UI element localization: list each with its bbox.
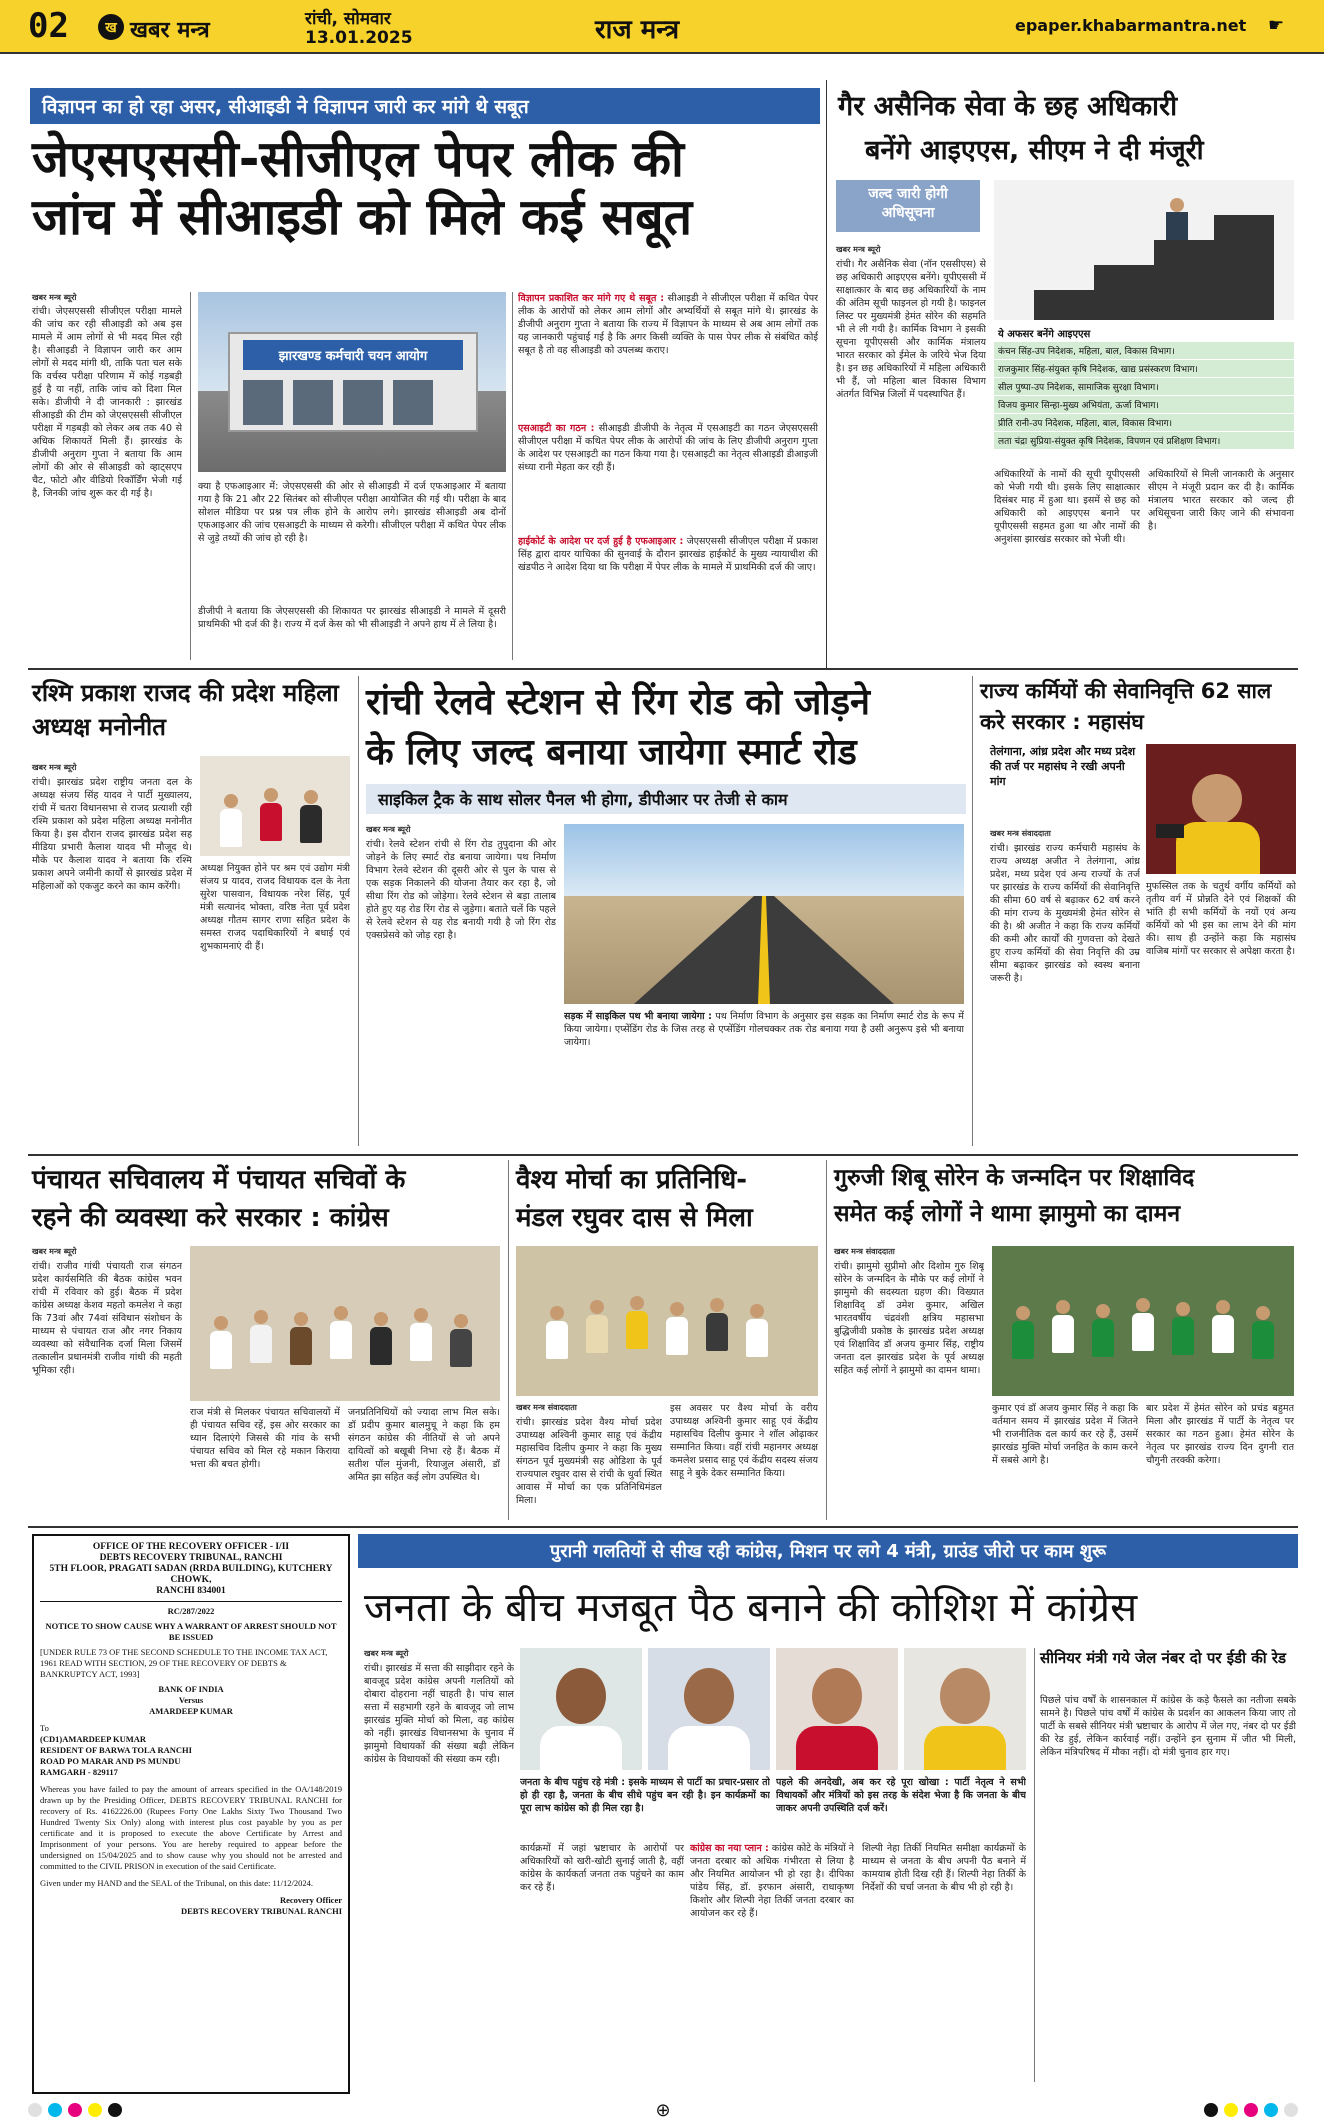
ias-list-item: विजय कुमार सिन्हा-मुख्य अभियंता, ऊर्जा विभाग। xyxy=(994,396,1294,414)
congress-strip: पुरानी गलतियों से सीख रही कांग्रेस, मिशन पर लगे 4 मंत्री, ग्राउंड जीरो पर काम शुरू xyxy=(358,1534,1298,1568)
minister-portrait-1 xyxy=(520,1648,642,1770)
rail-headline-1: रांची रेलवे स्टेशन से रिंग रोड को जोड़ने xyxy=(366,682,870,723)
lead-col-5 xyxy=(518,422,818,532)
minister-portrait-4 xyxy=(904,1648,1026,1770)
lead-col-5-text: सीआइडी डीजीपी के नेतृत्व में एसआइटी का गठन जेएसएससी सीजीएल परीक्षा में कथित पेपर लीक के आरोपों की जांच के लिए डीजीपी अनुराग गुप्ता के आदेश पर एसआइटी का गठन किया गया है। एसआइटी का नेतृत्व सीआइडी डीआइजी संध्या रानी मेहता कर रही हैं। xyxy=(518,423,818,473)
jmm-col-2: कुमार एवं डॉ अजय कुमार सिंह ने कहा कि वर्तमान समय में झारखंड प्रदेश में जितने भी राजनीतिक दल कार्य कर रहे हैं, उसमें झारखंड मुक्ति मोर्चा जनहित के काम करने में सबसे आगे है। xyxy=(992,1403,1138,1466)
rail-headline-2: के लिए जल्द बनाया जायेगा स्मार्ट रोड xyxy=(366,732,857,773)
notice-rule: [UNDER RULE 73 OF THE SECOND SCHEDULE TO THE INCOME TAX ACT, 1961 READ WITH SECTION, 29 OF THE RECOVERY OF DEBTS & BANKRUPTCY ACT, 1993] xyxy=(40,1647,328,1679)
pension-byline: खबर मन्त्र संवाददाता xyxy=(990,829,1051,838)
congress-col-4: शिल्पी नेहा तिर्की नियमित समीक्षा कार्यक्रमों के माध्यम से जनता के बीच अपनी पैठ बनाने में कामयाब होती दिख रही हैं। शिल्पी नेहा तिर्की के निर्देशों की चर्चा जनता के बीच भी हो रही है। xyxy=(862,1843,1026,1893)
lead-col-2: क्या है एफआइआर में: जेएसएससी की ओर से सीआइडी में दर्ज एफआइआर में बताया गया है कि 21 और 22 सितंबर को सीजीएल परीक्षा आयोजित की गई थी। परीक्षा के बाद सोशल मीडिया पर प्रश्न पत्र लीक होने के आरोप लगे। झारखंड सीआइडी अब दोनों एफआइआर की जांच एसआइटी के माध्यम से करेगी। सीजीएल परीक्षा में कथित पेपर लीक से जुड़े तथ्यों की जांच हो रही है। xyxy=(198,481,506,544)
pension-speaker-photo xyxy=(1146,744,1296,874)
congress-col-3-text: कांग्रेस कोटे के मंत्रियों ने जनता दरबार को अधिक गंभीरता से लिया है और नियमित आयोजन भी हो रहा है। दीपिका पांडेय सिंह, डॉ. इरफान अंसारी, राधाकृष्ण किशोर और शिल्पी नेहा तिर्की जनता दरबार का आयोजन कर रहे हैं। xyxy=(690,1843,854,1919)
notice-rc-number: RC/287/2022 xyxy=(167,1606,215,1616)
lead-col-3: डीजीपी ने बताया कि जेएसएससी की शिकायत पर झारखंड सीआइडी ने मामले में दूसरी प्राथमिकी भी दर्ज की है। राज्य में दर्ज केस को भी सीआइडी ने अपने हाथ में ले लिया है। xyxy=(198,606,506,630)
notice-address-line: ROAD PO MARAR AND PS MUNDU xyxy=(40,1756,181,1766)
congress-side-col: पिछले पांच वर्षों के शासनकाल में कांग्रेस के कड़े फैसले का नतीजा सबके सामने है। पिछले पांच वर्षों में कांग्रेस के प्रदर्शन का आकलन किया जाए तो पार्टी के सबसे सीनियर मंत्री भ्रष्टाचार के आरोप में जेल गए, नंबर दो पर ईडी की रेड हुई, लेकिन कार्रवाई नहीं। उन्होंने इन सुनाम में जीत भी मिली, लेकिन मंत्रिपरिषद में मौका नहीं। दो मंत्री चुनाव हार गए। xyxy=(1040,1695,1296,1758)
rashmi-col-2: अध्यक्ष नियुक्त होने पर श्रम एवं उद्योग मंत्री संजय प्र यादव, राजद विधायक दल के नेता सुरेश पासवान, विधायक नरेश सिंह, पूर्व मंत्री सत्यानंद भोक्ता, वरिष्ठ नेता पूर्व प्रदेश अध्यक्ष गौतम सागर राणा सहित प्रदेश के समस्त राजद पदाधिकारियों ने बधाई एवं शुभकामनाएं दी हैं। xyxy=(200,863,350,952)
lead-col-5-lead: एसआइटी का गठन : xyxy=(518,423,595,434)
dateline-date: 13.01.2025 xyxy=(305,28,413,48)
lead-col-4-text: सीआइडी ने सीजीएल परीक्षा में कथित पेपर लीक के आरोपों को लेकर आम लोगों और अभ्यर्थियों से सबूत मांगे थे। झारखंड के डीजीपी अनुराग गुप्ता ने बताया कि राज्य में विज्ञापन के माध्यम से अब आम लोगों तक यह जानकारी पहुंचाई गई है कि अगर किसी व्यक्ति के पास पेपर लीक से संबंधित कोई सबूत है तो वह सीआइडी को उपलब्ध कराए। xyxy=(518,293,818,356)
notice-to: To xyxy=(40,1723,49,1733)
notice-signature: DEBTS RECOVERY TRIBUNAL RANCHI xyxy=(181,1906,342,1916)
lead-col-4-lead: विज्ञापन प्रकाशित कर मांगे गए थे सबूत : xyxy=(518,293,665,304)
ias-list-title: ये अफसर बनेंगे आइएएस xyxy=(994,324,1294,342)
notice-address-line: (CD1)AMARDEEP KUMAR xyxy=(40,1734,147,1744)
lead-headline-1: जेएसएससी-सीजीएल पेपर लीक की xyxy=(32,130,684,188)
ias-col-3: अधिकारियों से मिली जानकारी के अनुसार सीएम ने मंजूरी प्रदान कर दी है। कार्मिक मंत्रालय भारत सरकार को जल्द ही अधिसूचना जारी किए जाने की संभावना है। xyxy=(1148,469,1294,532)
jmm-headline-1: गुरुजी शिबू सोरेन के जन्मदिन पर शिक्षाविद xyxy=(834,1165,1195,1191)
panchayat-col-3: जनप्रतिनिधियों को ज्यादा लाभ मिल सके। डॉ प्रदीप कुमार बालमुचू ने कहा कि हम संगठन कांग्रेस की नीतियों से जो अपने दायित्वों को बखूबी निभा रहे हैं। बैठक में सतीश पॉल मुंजनी, रियाजुल अंसारी, डॉ अमित झा सहित कई लोग उपस्थित थे। xyxy=(348,1407,500,1483)
notice-address-line: RAMGARH - 829117 xyxy=(40,1767,118,1777)
panchayat-meeting-photo xyxy=(190,1246,500,1401)
ias-list-item: कंचन सिंह-उप निदेशक, महिला, बाल, विकास विभाग। xyxy=(994,342,1294,360)
notice-party: Versus xyxy=(178,1695,204,1705)
rashmi-photo xyxy=(200,756,350,856)
lead-kicker: विज्ञापन का हो रहा असर, सीआइडी ने विज्ञापन जारी कर मांगे थे सबूत xyxy=(30,88,820,124)
pension-col-1: रांची। झारखंड राज्य कर्मचारी महासंघ के राज्य अध्यक्ष अजीत ने तेलंगाना, आंध्र प्रदेश, मध्य प्रदेश एवं अन्य राज्यों के तर्ज पर झारखंड के राज्य कर्मियों की सेवानिवृत्ति की सीमा 60 वर्ष से बढ़ाकर 62 वर्ष करने की मांग राज्य के मुख्यमंत्री हेमंत सोरेन से की है। श्री अजीत ने कहा कि राज्य कर्मियों की कमी और कार्यों की गुणवत्ता को देखते हुए राज्य कर्मियों की सेवा निवृत्ति की उम्र सीमा बढ़ाकर झारखंड को स्वस्थ बनाना जरूरी है। xyxy=(990,843,1140,984)
congress-col-3-lead: कांग्रेस का नया प्लान : xyxy=(690,1843,769,1854)
jmm-group-photo xyxy=(992,1246,1294,1396)
ias-headline-2: बनेंगे आइएएस, सीएम ने दी मंजूरी xyxy=(865,135,1204,166)
notice-line: DEBTS RECOVERY TRIBUNAL, RANCHI xyxy=(99,1553,283,1563)
ias-list-item: सील पुष्पा-उप निदेशक, सामाजिक सुरक्षा विभाग। xyxy=(994,378,1294,396)
notice-given: Given under my HAND and the SEAL of the Tribunal, on this date: 11/12/2024. xyxy=(40,1878,313,1888)
lead-headline-2: जांच में सीआइडी को मिले कई सबूत xyxy=(32,188,693,246)
ias-list-item: राजकुमार सिंह-संयुक्त कृषि निदेशक, खाद्य प्रसंस्करण विभाग। xyxy=(994,360,1294,378)
congress-headline: जनता के बीच मजबूत पैठ बनाने की कोशिश में कांग्रेस xyxy=(364,1585,1138,1631)
rashmi-headline: रश्मि प्रकाश राजद की प्रदेश महिला अध्यक्ष मनोनीत xyxy=(32,679,339,741)
building-sign: झारखण्ड कर्मचारी चयन आयोग xyxy=(243,340,463,370)
ias-subhead-1: जल्द जारी होगी xyxy=(868,186,948,202)
color-registration-bar xyxy=(28,2100,1298,2120)
notice-party: BANK OF INDIA xyxy=(158,1684,224,1694)
ias-col-2: अधिकारियों के नामों की सूची यूपीएससी को भेजी गयी थी। इसके लिए साक्षात्कार दिसंबर माह में हुआ था। इसमें से छह को अधिकारी को आइएएस बनाने पर यूपीएससी सहमत हुआ था और नामों की अनुशंसा झारखंड सरकार को भेजी थी। xyxy=(994,469,1140,545)
congress-col-2: कार्यक्रमों में जहां भ्रष्टाचार के आरोपों पर अधिकारियों को खरी-खोटी सुनाई जाती है, वहीं कांग्रेस के कार्यकर्ता जनता तक पहुंचने का काम कर रहे हैं। xyxy=(520,1843,684,1893)
jmm-col-3: बार प्रदेश में हेमंत सोरेन को प्रचंड बहुमत मिला और झारखंड में पार्टी के नेतृत्व पर सरकार का गठन हुआ। हेमंत सोरेन के नेतृत्व पर झारखंड राज्य दिन दुगनी रात चौगुनी तरक्की करेगा। xyxy=(1146,1403,1294,1466)
ias-stairs-illustration xyxy=(994,180,1294,320)
notice-signature: Recovery Officer xyxy=(279,1895,342,1905)
vaishya-headline-1: वैश्य मोर्चा का प्रतिनिधि- xyxy=(516,1165,747,1195)
panchayat-byline: खबर मन्त्र ब्यूरो xyxy=(32,1247,77,1256)
ias-list-box xyxy=(994,324,1294,454)
rashmi-col-1: रांची। झारखंड प्रदेश राष्ट्रीय जनता दल के अध्यक्ष संजय सिंह यादव ने पार्टी मुख्यालय, रांची में चतरा विधानसभा से राजद प्रत्याशी रही रश्मि प्रकाश को प्रदेश महिला अध्यक्ष मनोनीत किया है। इस दौरान राजद झारखंड प्रदेश सह मीडिया प्रभारी कैलाश यादव भी मौजूद थे। मौके पर कैलाश यादव ने बताया कि रश्मि प्रकाश अपने जमीनी कार्यों से झारखंड प्रदेश में महिलाओं को एकजुट करने का काम करेंगी। xyxy=(32,777,192,892)
lead-col-4 xyxy=(518,292,818,417)
page-number: 02 xyxy=(28,6,69,46)
pension-headline: राज्य कर्मियों की सेवानिवृत्ति 62 साल करे सरकार : महासंघ xyxy=(980,679,1272,734)
rail-col-1: रांची। रेलवे स्टेशन रांची से रिंग रोड तुपुदाना की ओर जोड़ने के लिए स्मार्ट रोड बनाया जायेगा। पथ निर्माण विभाग रेलवे स्टेशन की दूसरी ओर से पुल के पास से एक सड़क निकालने की योजना तैयार कर रहा है, जो सीधा रिंग रोड को जोड़ेगा। रेलवे स्टेशन से बड़ा तालाब होते हुए यह रोड रिंग रोड से जुड़ेगा। बताते चलें कि पहले से रेलवे स्टेशन से यह रोड बनायी गयी है जो रिंग रोड एक्सप्रेसवे को जोड़ रहा है। xyxy=(366,839,556,941)
panchayat-col-2: राज मंत्री से मिलकर पंचायत सचिवालयों में ही पंचायत सचिव रहें, इस ओर सरकार का ध्यान दिलाएंगे जिससे की गांव के सभी पंचायत सचिव को मिल रहे मकान किराया भत्ता की बचत होगी। xyxy=(190,1407,340,1470)
vaishya-byline: खबर मन्त्र संवाददाता xyxy=(516,1403,577,1412)
panchayat-col-1: रांची। राजीव गांधी पंचायती राज संगठन प्रदेश कार्यसमिति की बैठक कांग्रेस भवन रांची में रविवार को हुई। बैठक में प्रदेश कांग्रेस अध्यक्ष केशव महतो कमलेश ने कहा कि 73वां और 74वां संविधान संशोधन के माध्यम से पंचायत राज और नगर निकाय व्यवस्था को संवैधानिक दर्जा मिला जिसमें तत्कालीन प्रधानमंत्री राजीव गांधी की महती भूमिका रही। xyxy=(32,1261,182,1376)
congress-caption-2: पहले की अनदेखी, अब कर रहे पूरा खोखा : पार्टी नेतृत्व ने सभी विधायकों और मंत्रियों को इस तरह के संदेश भेजा है कि जनता के बीच जाकर अपनी उपस्थिति दर्ज करें। xyxy=(776,1777,1026,1814)
rail-col-2-text: पथ निर्माण विभाग के अनुसार इस सड़क का निर्माण स्मार्ट रोड के रूप में किया जायेगा। एप्सेंडिंग रोड के जिस तरह से एप्सेंडिंग गोलचक्कर तक रोड बनाया गया है उसी अनुरूप इसे भी बनाया जायेगा। xyxy=(564,1011,964,1048)
rail-col-2-lead: सड़क में साइकिल पथ भी बनाया जायेगा : xyxy=(564,1011,712,1022)
lead-byline: खबर मन्त्र ब्यूरो xyxy=(32,293,77,302)
congress-col-1: रांची। झारखंड में सत्ता की साझीदार रहने के बावजूद प्रदेश कांग्रेस अपनी गलतियों को दोबारा दोहराना नहीं चाहती है। पांच साल सत्ता में सहभागी रहने के बावजूद जो लाभ झारखंड मुक्ति मोर्चा को मिला, वह कांग्रेस को नहीं। झारखंड विधानसभा के चुनाव में झामुमो विधायकों की संख्या बढ़ी लेकिन कांग्रेस के विधायकों की संख्या कम रही। xyxy=(364,1663,514,1765)
minister-portrait-2 xyxy=(648,1648,770,1770)
panchayat-headline-2: रहने की व्यवस्था करे सरकार : कांग्रेस xyxy=(32,1203,389,1233)
pointer-hand-icon: ☛ xyxy=(1268,15,1285,36)
jssc-building-photo xyxy=(198,292,506,472)
epaper-link[interactable]: epaper.khabarmantra.net xyxy=(1015,16,1247,35)
crosshair-register-icon: ⊕ xyxy=(655,2099,671,2121)
vaishya-col-1: रांची। झारखंड प्रदेश वैश्य मोर्चा प्रदेश उपाध्यक्ष अश्विनी कुमार साहू एवं केंद्रीय महासचिव दिलीप कुमार ने कहा कि मुख्य संगठन पूर्व मुख्यमंत्री सह ओडिशा के पूर्व राज्यपाल रघुवर दास से रांची के धुर्वा स्थित आवास में मोर्चा का एक प्रतिनिधिमंडल मिला। xyxy=(516,1417,662,1506)
panchayat-headline-1: पंचायत सचिवालय में पंचायत सचिवों के xyxy=(32,1165,406,1195)
minister-portrait-3 xyxy=(776,1648,898,1770)
section-title: राज मन्त्र xyxy=(595,15,680,45)
notice-line: RANCHI 834001 xyxy=(156,1586,226,1596)
notice-party: AMARDEEP KUMAR xyxy=(149,1706,233,1716)
ias-subhead-2: अधिसूचना xyxy=(881,205,935,221)
ias-headline-1: गैर असैनिक सेवा के छह अधिकारी xyxy=(838,91,1178,122)
vaishya-group-photo xyxy=(516,1246,818,1396)
ias-col-1: रांची। गैर असैनिक सेवा (नॉन एससीएस) से छह अधिकारी आइएएस बनेंगे। यूपीएससी में साक्षात्कार के बाद छह अधिकारियों के नाम की अंतिम सूची फाइनल हो गयी है। फाइनल लिस्ट पर मुख्यमंत्री हेमंत सोरेन की सहमति भी ले ली गयी है। कार्मिक विभाग ने इसकी सूचना यूपीएससी और कार्मिक मंत्रालय भारत सरकार को ईमेल के जरिये भेज दिया है। इन छह अधिकारियों में महिला अधिकारी भी हैं, जो महिला बाल विकास विभाग अंतर्गत विभिन्न जिलों में पदस्थापित हैं। xyxy=(836,259,986,400)
lead-col-1: रांची। जेएसएससी सीजीएल परीक्षा मामले की जांच कर रही सीआइडी को अब इस मामले में आम लोगों से भी मदद मिल रही है। सीआइडी ने विज्ञापन जारी कर आम लोगों से मदद मांगी थी, ताकि पता चल सके कि वर्चस्व परीक्षा परिणाम में कोई गड़बड़ी हुई है या नहीं, ताकि जांच को दिशा मिल सके। डीजीपी ने दी जानकारी : झारखंड सीआइडी की टीम को जेएसएससी सीजीएल परीक्षा में गड़बड़ी को लेकर अब तक 40 से अधिक शिकायतें मिली हैं। झारखंड के डीजीपी अनुराग गुप्ता ने बताया कि आम लोगों की ओर से सीआइडी को व्हाट्सएप चैट, फोटो और वीडियो रिकॉर्डिंग भेजी गई है, जिनकी जांच शुरू कर दी गई है। xyxy=(32,306,182,499)
vaishya-col-2: इस अवसर पर वैश्य मोर्चा के वरीय उपाध्यक्ष अश्विनी कुमार साहू एवं केंद्रीय महासचिव दिलीप कुमार ने शॉल ओढ़ाकर सम्मानित किया। वहीं रांची महानगर अध्यक्ष कमलेश प्रसाद साहू एवं केंद्रीय सदस्य संजय साहू ने बुके देकर सम्मानित किया। xyxy=(670,1403,818,1479)
rashmi-byline: खबर मन्त्र ब्यूरो xyxy=(32,763,77,772)
pension-subhead: तेलंगाना, आंध्र प्रदेश और मध्य प्रदेश की तर्ज पर महासंघ ने रखी अपनी मांग xyxy=(990,745,1136,788)
notice-line: 5TH FLOOR, PRAGATI SADAN (RRDA BUILDING), KUTCHERY CHOWK, xyxy=(49,1564,333,1585)
vaishya-headline-2: मंडल रघुवर दास से मिला xyxy=(516,1203,753,1233)
notice-address-line: RESIDENT OF BARWA TOLA RANCHI xyxy=(40,1745,192,1755)
rail-subhead: साइकिल ट्रैक के साथ सोलर पैनल भी होगा, डीपीआर पर तेजी से काम xyxy=(366,784,966,814)
ias-list-item: लता चंद्रा सुप्रिया-संयुक्त कृषि निदेशक, विपणन एवं प्रशिक्षण विभाग। xyxy=(994,432,1294,449)
dateline-city: रांची, सोमवार xyxy=(305,9,391,29)
pension-col-2: मुफस्सिल तक के चतुर्थ वर्गीय कर्मियों को तृतीय वर्ग में प्रोन्नति देने एवं शिक्षकों की भांति ही सभी कर्मियों के नयों एवं अन्य कर्मियों को भी इस का लाभ देने की मांग की। साथ ही उन्होंने कहा कि महासंघ वाजिब मांगों पर सरकार से अपेक्षा करता है। xyxy=(1146,881,1296,957)
rail-col-2 xyxy=(564,1010,964,1146)
notice-line: OFFICE OF THE RECOVERY OFFICER - I/II xyxy=(92,1542,290,1552)
ias-list-item: प्रीति रानी-उप निदेशक, महिला, बाल, विकास विभाग। xyxy=(994,414,1294,432)
congress-caption-1: जनता के बीच पहुंच रहे मंत्री : इसके माध्यम से पार्टी का प्रचार-प्रसार तो हो ही रहा है, जनता के बीच सीधे पहुंच बन रही है। इन कार्यक्रमों का पूरा लाभ कांग्रेस को ही मिल रहा है। xyxy=(520,1777,770,1814)
ias-byline: खबर मन्त्र ब्यूरो xyxy=(836,245,881,254)
rail-byline: खबर मन्त्र ब्यूरो xyxy=(366,825,411,834)
congress-byline: खबर मन्त्र ब्यूरो xyxy=(364,1649,409,1658)
congress-side-headline: सीनियर मंत्री गये जेल नंबर दो पर ईडी की रेड xyxy=(1040,1649,1287,1667)
road-graphic xyxy=(564,824,964,1004)
notice-body: Whereas you have failed to pay the amount of arrears specified in the OA/148/2019 drawn up by the Presiding Officer, DEBTS RECOVERY TRIBUNAL RANCHI for recovery of Rs. 4162226.00 (Rupees Forty One Lakhs Sixty Two Thousand Two Hundred Twenty Six Only) along with interest plus cost payable by you as per certificate and it is proposed to execute the above Certificate by Arrest and Imprisonment of your persons. You are hereby required to appear before the undersigned on 15/04/2025 and to show cause why you should not be arrested and committed to the CIVIL PRISON in execution of the said Certificate. xyxy=(40,1784,342,1871)
khabar-mantra-logo-icon: ख xyxy=(98,14,124,40)
jmm-col-1: रांची। झामुमो सुप्रीमो और दिशोम गुरु शिबू सोरेन के जन्मदिन के मौके पर कई लोगों ने झामुमो की सदस्यता ग्रहण की। विख्यात शिक्षाविद् डॉ उमेश कुमार, अखिल भारतवर्षीय चंद्रवंशी क्षत्रिय महासभा बुद्धिजीवी प्रकोष्ठ के झारखंड प्रदेश अध्यक्ष एवं शिक्षाविद डॉ अजय कुमार सिंह, राष्ट्रीय जनता दल झारखंड प्रदेश के पूर्व अध्यक्ष सहित कई लोगों ने झामुमो का दामन थामा। xyxy=(834,1261,984,1376)
lead-col-5b xyxy=(518,535,818,660)
legal-notice xyxy=(32,1534,350,2094)
lead-col-5b-lead: हाईकोर्ट के आदेश पर दर्ज हुई है एफआइआर : xyxy=(518,536,684,547)
jmm-headline-2: समेत कई लोगों ने थामा झामुमो का दामन xyxy=(834,1201,1181,1227)
road-photo xyxy=(564,824,964,1004)
congress-col-3 xyxy=(690,1842,854,2082)
brand-name: खबर मन्त्र xyxy=(130,18,210,43)
ias-subhead-box xyxy=(836,180,980,232)
jmm-byline: खबर मन्त्र संवाददाता xyxy=(834,1247,895,1256)
notice-title: NOTICE TO SHOW CAUSE WHY A WARRANT OF ARREST SHOULD NOT BE ISSUED xyxy=(45,1621,337,1642)
lead-col-5b-text: जेएसएससी सीजीएल परीक्षा में प्रकाश सिंह द्वारा दायर याचिका की सुनवाई के दौरान झारखंड हाईकोर्ट के मुख्य न्यायाधीश की खंडपीठ ने आदेश दिया था कि परीक्षा में पेपर लीक के मामले में प्राथमिकी दर्ज की जाए। xyxy=(518,536,818,573)
